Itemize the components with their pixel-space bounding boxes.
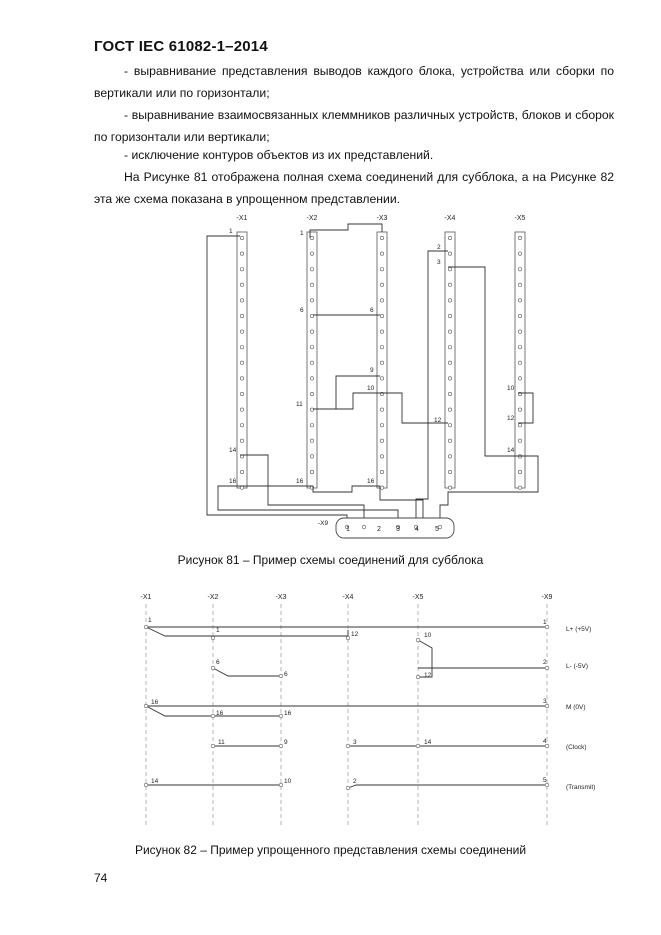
fig81-strip-terminal: [448, 283, 451, 286]
fig81-strip-terminal: [518, 408, 521, 411]
fig81-strip-terminal: [240, 330, 243, 333]
fig81-strip-terminal: [448, 299, 451, 302]
fig81-pin-x4-3: 3: [437, 259, 441, 266]
fig82-r5-pin-x9: 5: [543, 777, 547, 784]
fig82-row-4: [211, 738, 586, 751]
fig81-strip-terminal: [448, 314, 451, 317]
paragraph-2: - выравнивание взаимосвязанных клеммников различных устройств, блоков и сборок по горизонтали или вертикали;: [94, 108, 614, 144]
fig82-r2-pin-x2: 6: [216, 659, 220, 666]
fig81-strip-terminal: [448, 377, 451, 380]
paragraph-3: - исключение контуров объектов из их представлений.: [124, 148, 434, 162]
fig81-pin-x2-1: 1: [300, 230, 304, 237]
fig81-label-x2: -X2: [306, 215, 318, 222]
fig81-strip-terminal: [518, 361, 521, 364]
fig81-strip-terminal: [518, 470, 521, 473]
fig81-strip-terminal: [518, 486, 521, 489]
fig81-pin-x3-6: 6: [370, 307, 374, 314]
fig81-strip-terminal: [448, 455, 451, 458]
fig81-strip-terminal: [310, 392, 313, 395]
fig81-strip-terminal: [240, 439, 243, 442]
fig81-strip-terminal: [380, 268, 383, 271]
fig81-strip-terminal: [448, 268, 451, 271]
fig81-strip-terminal: [380, 314, 383, 317]
fig81-strip-terminal: [380, 486, 383, 489]
fig81-pin-x2-11: 11: [296, 401, 303, 408]
fig81-strip-terminal: [240, 424, 243, 427]
fig82-col-x5: -X5: [412, 594, 424, 601]
fig81-strip-terminal: [518, 330, 521, 333]
fig81-strip-terminal: [448, 470, 451, 473]
fig81-strip-terminal: [310, 252, 313, 255]
fig81-strip-terminal: [310, 455, 313, 458]
fig81-strip-terminal: [380, 252, 383, 255]
fig81-strip-terminal: [380, 439, 383, 442]
fig81-strip-terminal: [380, 330, 383, 333]
fig82-row-2: [211, 659, 588, 679]
fig82-row-5: [144, 777, 595, 791]
fig81-strip-terminal: [380, 283, 383, 286]
fig81-strip-terminal: [380, 470, 383, 473]
fig81-strip-terminal: [310, 408, 313, 411]
fig81-pin-x2-6: 6: [300, 307, 304, 314]
page-number: 74: [94, 871, 108, 885]
fig82-r4-pin-x2: 11: [218, 739, 225, 746]
fig82-r1-pin-x4: 12: [351, 631, 359, 638]
paragraph-4: На Рисунке 81 отображена полная схема соединений для субблока, а на Рисунке 82 эта же схема показана в упрощенном представлении.: [94, 170, 614, 206]
fig81-x9-terminal-2: [362, 525, 366, 529]
fig81-strip-terminal: [518, 299, 521, 302]
figure-81-caption: Рисунок 81 – Пример схемы соединений для субблока: [177, 553, 484, 567]
figure-82-diagram: [141, 594, 596, 826]
fig81-strip-terminal: [310, 299, 313, 302]
fig82-r3-pin-x1: 16: [151, 699, 159, 706]
fig81-pin-x5-12: 12: [507, 415, 515, 422]
fig81-strip-terminal: [240, 377, 243, 380]
fig82-r4-pin-x3: 9: [284, 739, 288, 746]
fig82-r4-pin-x5: 14: [424, 739, 432, 746]
fig81-strip-terminal: [380, 377, 383, 380]
fig81-strip-terminal: [240, 408, 243, 411]
fig82-r5-pin-x4: 2: [353, 778, 357, 785]
fig82-row-3: [144, 698, 585, 718]
fig81-strip-terminal: [448, 346, 451, 349]
fig81-strip-terminal: [448, 392, 451, 395]
fig82-r3-signal: M (0V): [566, 704, 586, 711]
fig82-r3-pin-x3: 16: [284, 710, 292, 717]
fig82-r3-pin-x9: 3: [543, 698, 547, 705]
fig82-r1-pin-x2: 1: [216, 627, 220, 634]
fig81-label-x1: -X1: [236, 215, 248, 222]
fig81-pin-x1-1: 1: [229, 228, 233, 235]
fig82-r5-pin-x3: 10: [284, 778, 292, 785]
fig81-label-x4: -X4: [444, 215, 456, 222]
fig82-col-x1: -X1: [140, 594, 152, 601]
fig81-pin-x4-2: 2: [437, 244, 441, 251]
figure-81-diagram: [207, 215, 538, 538]
fig81-strip-terminal: [518, 424, 521, 427]
fig81-strip-terminal: [380, 236, 383, 239]
fig81-strip-terminal: [380, 455, 383, 458]
paragraph-1: - выравнивание представления выводов каждого блока, устройства или сборки по вертикали или по горизонтали;: [94, 64, 614, 100]
fig81-x9-pin-2: 2: [377, 526, 381, 533]
fig81-strip-terminal: [240, 236, 243, 239]
fig81-strip-terminal: [310, 330, 313, 333]
fig81-strip-terminal: [240, 283, 243, 286]
fig81-strip-terminal: [380, 424, 383, 427]
fig81-strip-terminal: [518, 439, 521, 442]
fig81-strip-terminal: [380, 408, 383, 411]
fig81-strip-terminal: [240, 252, 243, 255]
fig82-col-x2: -X2: [207, 594, 219, 601]
fig81-strip-terminal: [310, 424, 313, 427]
fig81-strip-terminal: [310, 346, 313, 349]
fig82-col-x4: -X4: [342, 594, 354, 601]
fig82-r1-pin-x9: 1: [543, 619, 547, 626]
fig81-pin-x5-10: 10: [507, 385, 515, 392]
fig82-r2-pin-x5: 12: [424, 672, 432, 679]
figure-82-caption: Рисунок 82 – Пример упрощенного представления схемы соединений: [134, 843, 527, 857]
fig81-x9-pin-5: 5: [435, 526, 439, 533]
fig82-r1-pin-x5: 10: [424, 632, 432, 639]
fig82-r3-pin-x2: 16: [216, 710, 224, 717]
fig81-strip-terminal: [518, 314, 521, 317]
fig81-label-x5: -X5: [514, 215, 526, 222]
fig81-strip-terminal: [310, 236, 313, 239]
fig81-strip-terminal: [518, 252, 521, 255]
fig81-strip-terminal: [240, 314, 243, 317]
fig81-strip-terminal: [448, 424, 451, 427]
fig81-label-x9: -X9: [318, 520, 329, 527]
fig81-pin-x1-16: 16: [229, 478, 237, 485]
fig81-x9-pin-1: 1: [346, 526, 350, 533]
document-header: ГОСТ IEC 61082-1–2014: [94, 38, 268, 55]
fig81-strip-terminal: [380, 346, 383, 349]
fig81-pin-x3-9: 9: [370, 367, 374, 374]
fig82-col-x3: -X3: [275, 594, 287, 601]
fig82-r4-pin-x4: 3: [353, 739, 357, 746]
fig81-strip-terminal: [518, 346, 521, 349]
fig82-r5-signal: (Transmit): [566, 784, 596, 791]
fig81-strip-terminal: [240, 361, 243, 364]
fig81-strip-terminal: [518, 377, 521, 380]
fig81-strip-terminal: [518, 268, 521, 271]
fig81-strip-terminal: [518, 236, 521, 239]
fig81-strip-terminal: [310, 439, 313, 442]
fig82-r4-pin-x9: 4: [543, 738, 547, 745]
fig81-strip-terminal: [240, 346, 243, 349]
fig81-strip-terminal: [310, 377, 313, 380]
fig82-r2-pin-x9: 2: [543, 659, 547, 666]
fig81-strip-terminal: [310, 283, 313, 286]
fig82-r2-pin-x3: 6: [284, 671, 288, 678]
fig81-pin-x4-12: 12: [434, 417, 442, 424]
fig81-label-x3: -X3: [376, 215, 388, 222]
fig81-pin-x2-16: 16: [296, 478, 304, 485]
fig81-pin-x3-16: 16: [367, 478, 375, 485]
fig82-r1-signal: L+ (+5V): [566, 626, 592, 633]
fig81-strip-terminal: [240, 299, 243, 302]
fig81-x9-pin-4: 4: [415, 526, 419, 533]
fig81-strip-terminal: [448, 361, 451, 364]
fig81-strip-terminal: [380, 299, 383, 302]
fig81-strip-terminal: [448, 252, 451, 255]
fig81-pin-x1-14: 14: [229, 447, 237, 454]
fig81-strip-terminal: [240, 268, 243, 271]
fig81-strip-terminal: [448, 486, 451, 489]
fig81-strip-terminal: [448, 330, 451, 333]
fig81-pin-x3-10: 10: [367, 385, 375, 392]
fig81-strip-terminal: [310, 268, 313, 271]
fig82-r2-signal: L- (-5V): [566, 663, 589, 670]
fig81-x9-pin-3: 3: [396, 526, 400, 533]
fig81-pin-x5-14: 14: [507, 447, 515, 454]
fig81-strip-terminal: [380, 361, 383, 364]
fig81-strip-terminal: [448, 236, 451, 239]
fig82-r4-signal: (Clock): [566, 744, 587, 751]
fig82-col-x9: -X9: [541, 594, 553, 601]
fig81-strip-terminal: [310, 361, 313, 364]
fig81-strip-terminal: [448, 439, 451, 442]
fig81-strip-terminal: [240, 392, 243, 395]
fig81-strip-terminal: [518, 283, 521, 286]
fig81-strip-terminal: [240, 470, 243, 473]
fig82-r5-pin-x1: 14: [151, 778, 159, 785]
fig81-strip-terminal: [448, 408, 451, 411]
fig82-r1-pin-x1: 1: [148, 617, 152, 624]
fig81-strip-terminal: [310, 470, 313, 473]
